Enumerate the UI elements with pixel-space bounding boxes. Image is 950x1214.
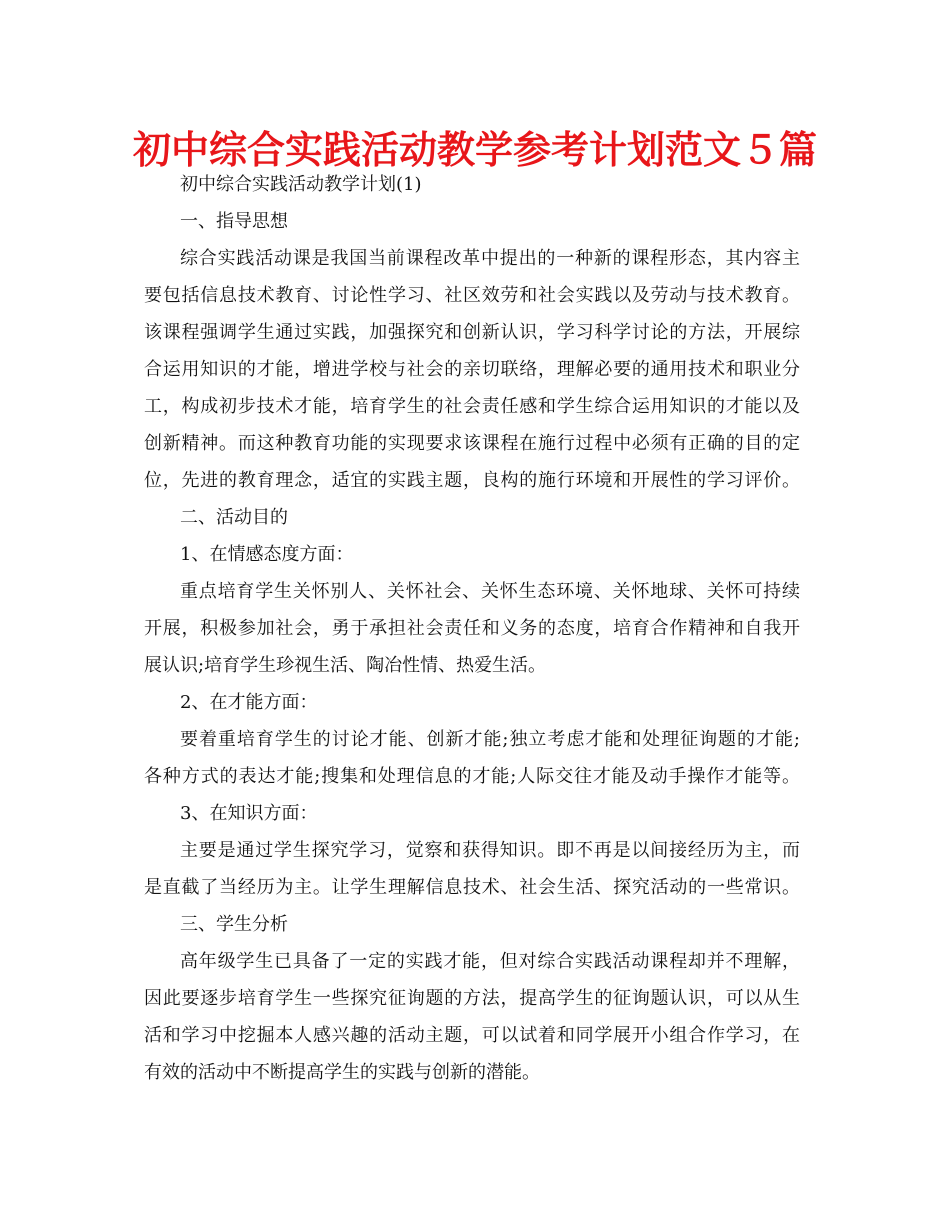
paragraph-line: 合运用知识的才能，增进学校与社会的亲切联络，理解必要的通用技术和职业分: [144, 359, 800, 380]
paragraph-line: 创新精神。而这种教育功能的实现要求该课程在施行过程中必须有正确的目的定: [144, 433, 800, 454]
subsection-heading: 1、在情感态度方面：: [180, 544, 354, 565]
paragraph-line: 工，构成初步技术才能，培育学生的社会责任感和学生综合运用知识的才能以及: [144, 396, 800, 417]
paragraph-line: 展认识;培育学生珍视生活、陶冶性情、热爱生活。: [144, 655, 547, 676]
subsection-heading: 2、在才能方面：: [180, 692, 318, 713]
paragraph-line: 开展，积极参加社会，勇于承担社会责任和义务的态度，培育合作精神和自我开: [144, 618, 800, 639]
paragraph-line: 各种方式的表达才能;搜集和处理信息的才能;人际交往才能及动手操作才能等。: [144, 766, 800, 787]
paragraph-line: 要包括信息技术教育、讨论性学习、社区效劳和社会实践以及劳动与技术教育。: [144, 285, 800, 306]
paragraph-line: 位，先进的教育理念，适宜的实践主题，良构的施行环境和开展性的学习评价。: [144, 470, 800, 491]
document-title: 初中综合实践活动教学参考计划范文５篇: [132, 128, 817, 172]
paragraph-line: 主要是通过学生探究学习，觉察和获得知识。即不再是以间接经历为主，而: [180, 840, 800, 861]
subsection-heading: 3、在知识方面：: [180, 803, 318, 824]
paragraph-line: 活和学习中挖掘本人感兴趣的活动主题，可以试着和同学展开小组合作学习，在: [144, 1025, 800, 1046]
section-subtitle: 初中综合实践活动教学计划(1): [180, 174, 422, 195]
paragraph-line: 要着重培育学生的讨论才能、创新才能;独立考虑才能和处理征询题的才能;: [180, 729, 800, 750]
section-heading: 一、指导思想: [180, 211, 288, 232]
paragraph-line: 该课程强调学生通过实践，加强探究和创新认识，学习科学讨论的方法，开展综: [144, 322, 800, 343]
paragraph-line: 因此要逐步培育学生一些探究征询题的方法，提高学生的征询题认识，可以从生: [144, 988, 800, 1009]
section-heading: 二、活动目的: [180, 507, 288, 528]
document-body: [144, 166, 800, 1091]
paragraph-line: 有效的活动中不断提高学生的实践与创新的潜能。: [144, 1062, 540, 1083]
paragraph-line: 综合实践活动课是我国当前课程改革中提出的一种新的课程形态，其内容主: [180, 248, 800, 269]
section-heading: 三、学生分析: [180, 914, 288, 935]
paragraph-line: 重点培育学生关怀别人、关怀社会、关怀生态环境、关怀地球、关怀可持续: [180, 581, 800, 602]
paragraph-line: 是直截了当经历为主。让学生理解信息技术、社会生活、探究活动的一些常识。: [144, 877, 800, 898]
paragraph-line: 高年级学生已具备了一定的实践才能，但对综合实践活动课程却并不理解，: [180, 951, 800, 972]
